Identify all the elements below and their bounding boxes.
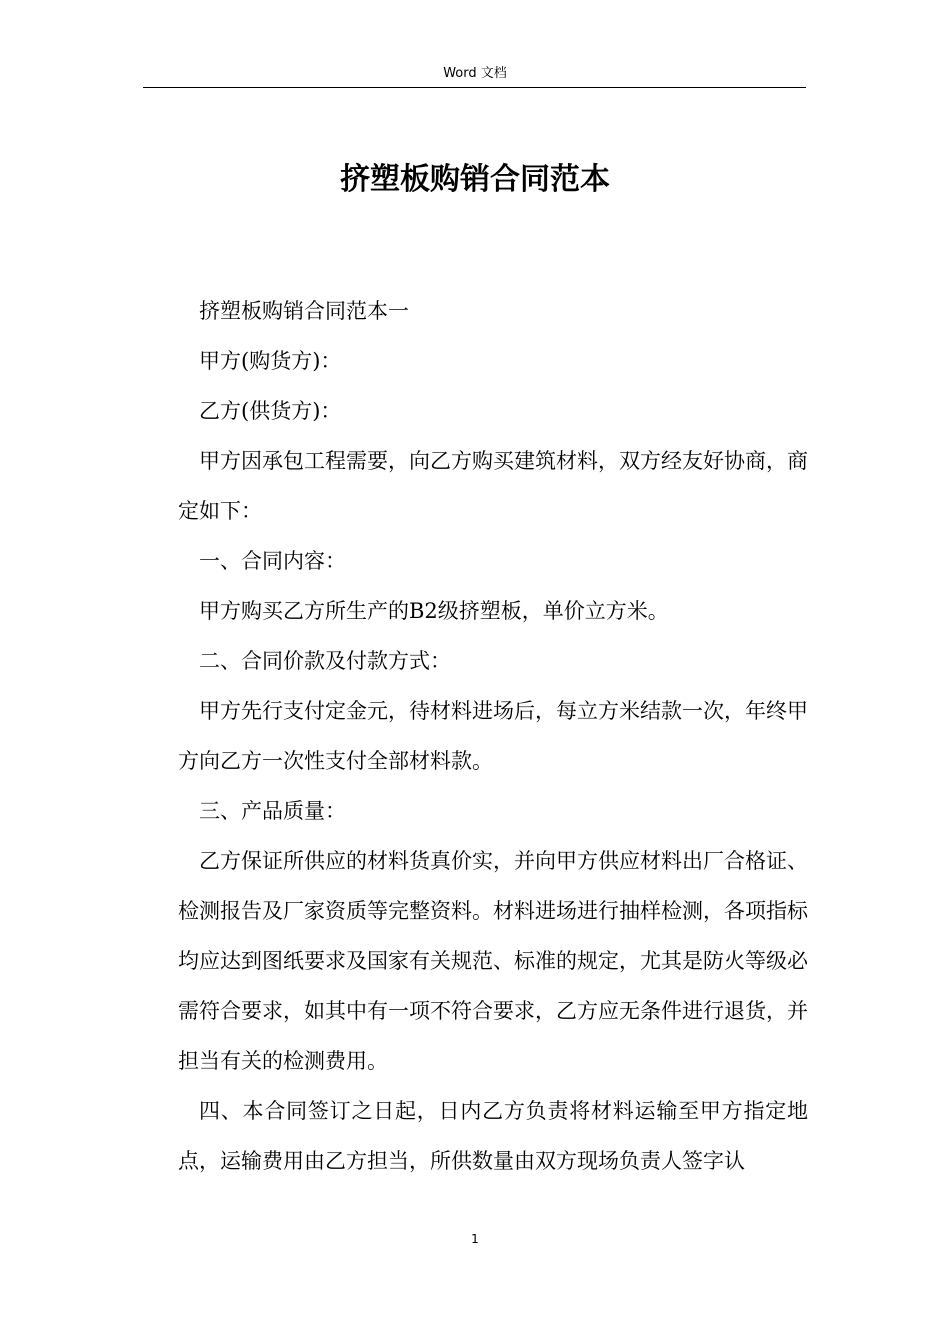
paragraph: 挤塑板购销合同范本一 <box>199 299 409 323</box>
document-body <box>178 286 808 1186</box>
paragraph: 甲方(购货方)： <box>199 349 342 373</box>
page-number: 1 <box>471 1232 479 1246</box>
paragraph: 三、产品质量： <box>199 799 346 823</box>
paragraph: 甲方购买乙方所生产的B2级挤塑板，单价立方米。 <box>199 599 669 623</box>
paragraph: 甲方因承包工程需要，向乙方购买建筑材料，双方经友好协商，商定如下： <box>178 449 808 523</box>
paragraph: 一、合同内容： <box>199 549 346 573</box>
paragraph: 四、本合同签订之日起，日内乙方负责将材料运输至甲方指定地点，运输费用由乙方担当，所供数量由双方现场负责人签字认 <box>178 1099 808 1173</box>
paragraph: 二、合同价款及付款方式： <box>199 649 451 673</box>
header-divider <box>143 87 806 88</box>
paragraph: 乙方保证所供应的材料货真价实，并向甲方供应材料出厂合格证、检测报告及厂家资质等完整资料。材料进场进行抽样检测，各项指标均应达到图纸要求及国家有关规范、标准的规定，尤其是防火等级必需符合要求，如其中有一项不符合要求，乙方应无条件进行退货，并担当有关的检测费用。 <box>178 849 808 1073</box>
paragraph: 甲方先行支付定金元，待材料进场后，每立方米结款一次，年终甲方向乙方一次性支付全部材料款。 <box>178 699 808 773</box>
page-header-label: Word 文档 <box>443 66 507 81</box>
paragraph: 乙方(供货方)： <box>199 399 342 423</box>
document-title: 挤塑板购销合同范本 <box>340 162 610 197</box>
